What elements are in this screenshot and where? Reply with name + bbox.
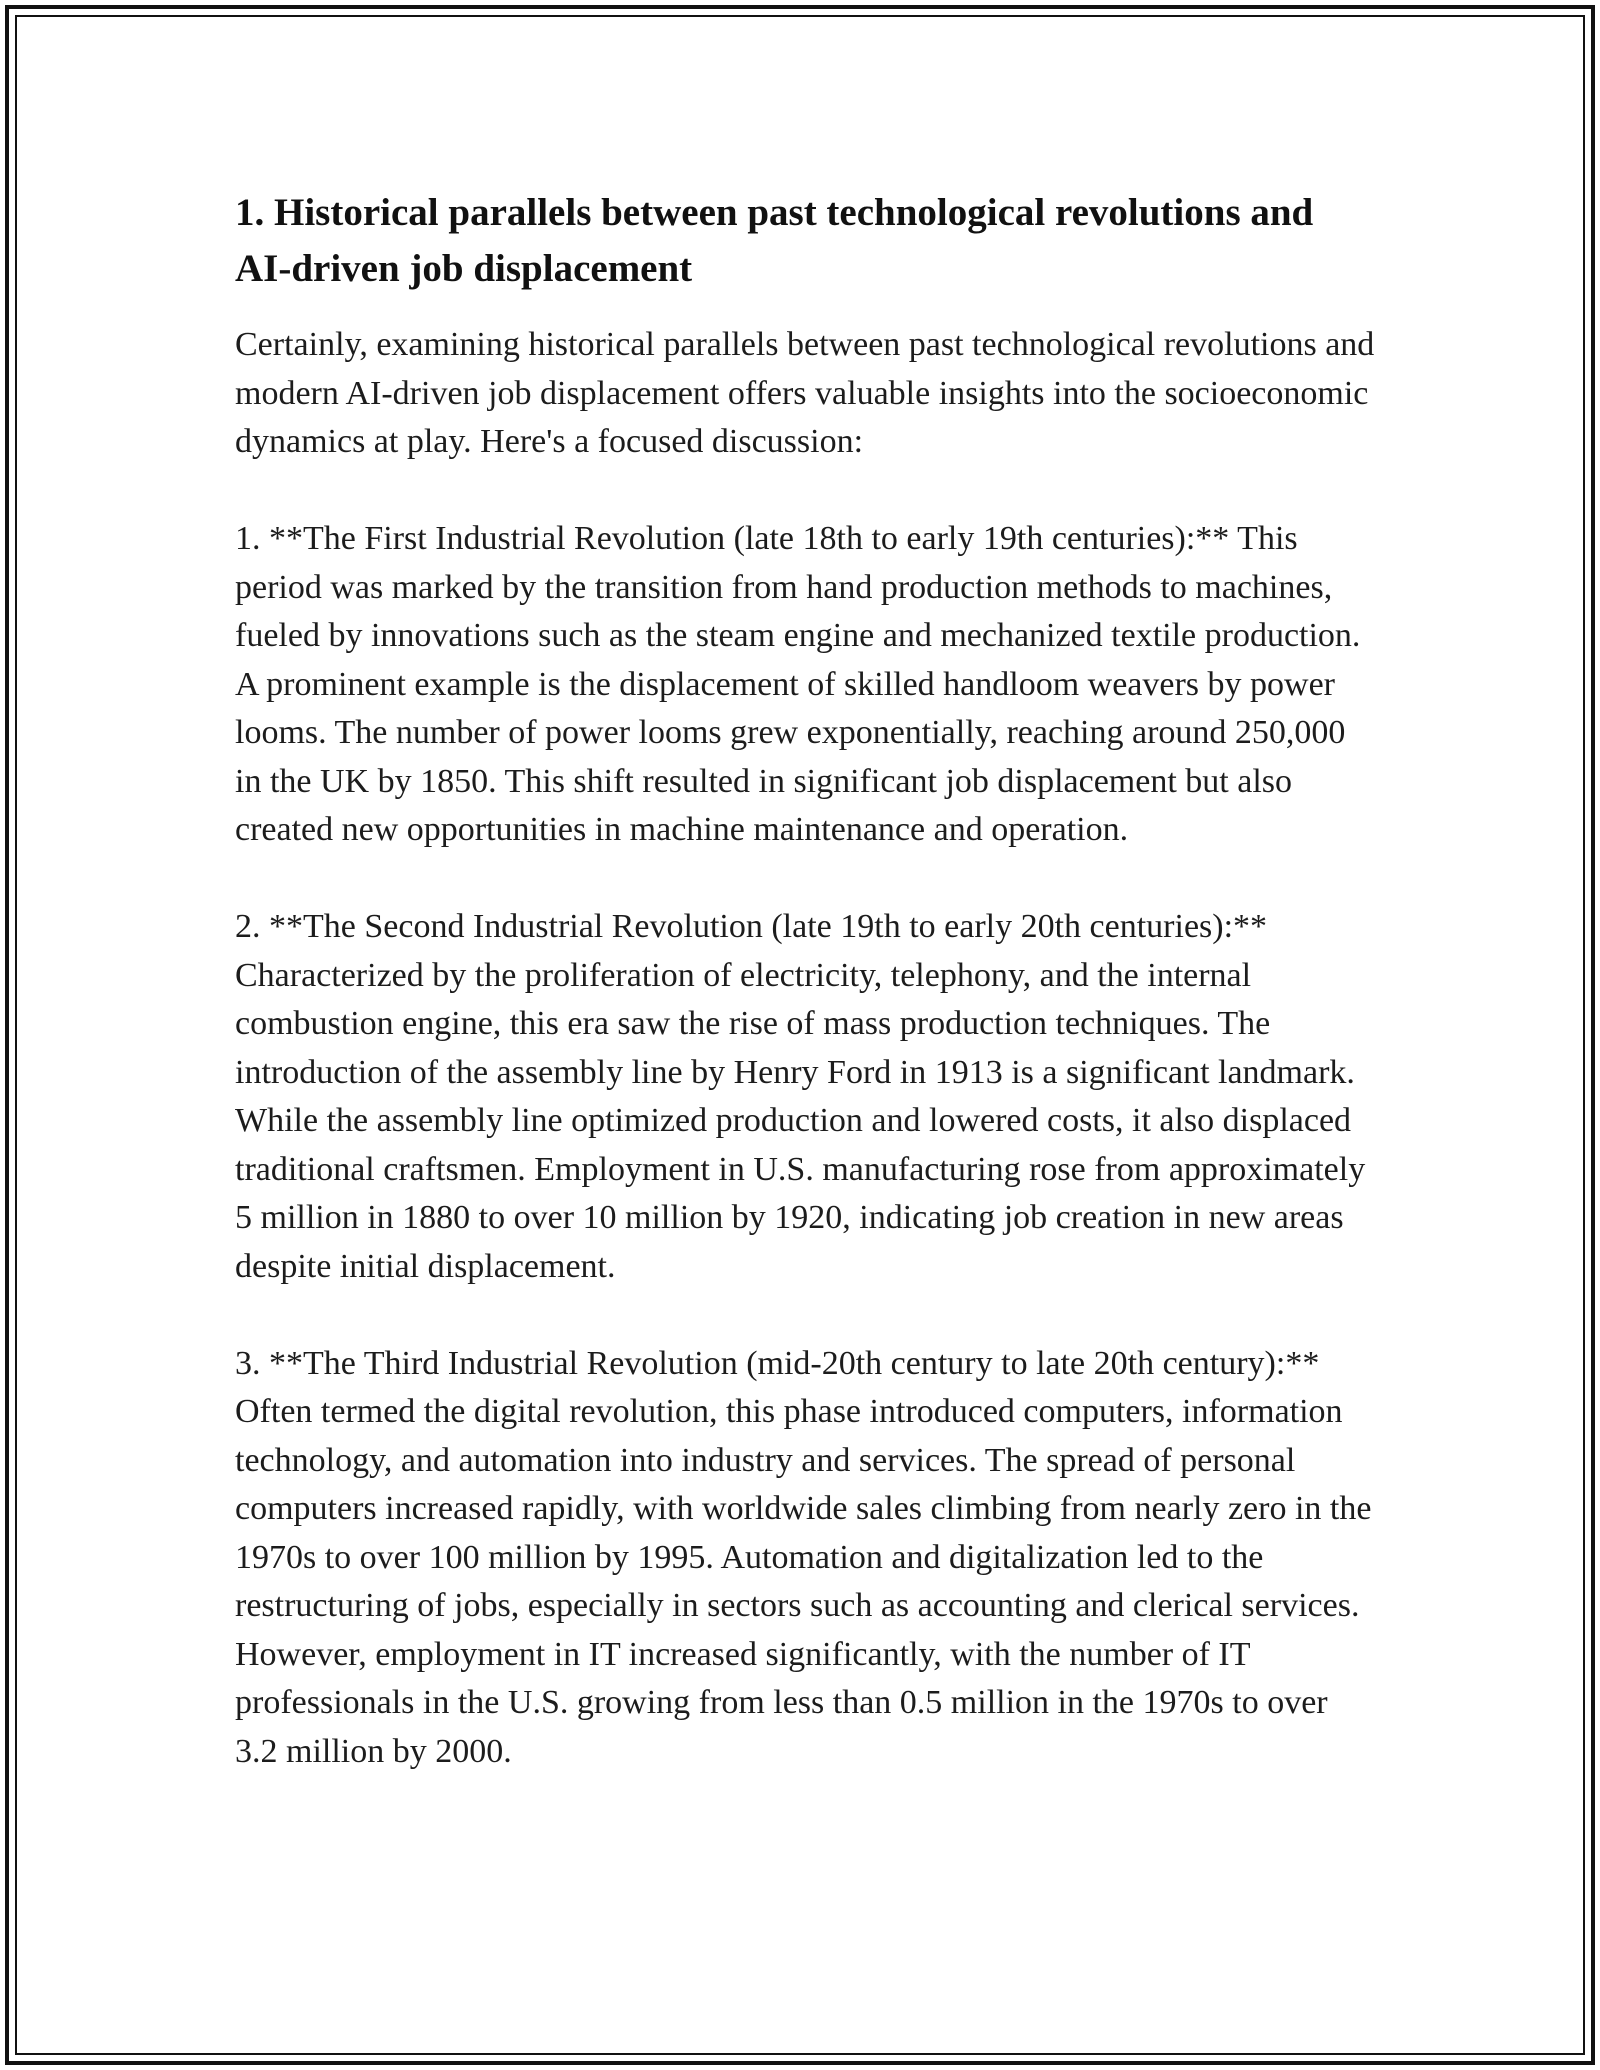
third-industrial-revolution-paragraph: 3. **The Third Industrial Revolution (mid-20th century to late 20th century):** Often termed the digital revolution, this phase introduced computers, information technology, and automation into industry and services. The spread of personal computers increased rapidly, with worldwide sales climbing from nearly zero in the 1970s to over 100 million by 1995. Automation and digitalization led to the restructuring of jobs, especially in sectors such as accounting and clerical services. However, employment in IT increased significantly, with the number of IT professionals in the U.S. growing from less than 0.5 million in the 1970s to over 3.2 million by 2000. bbox=[235, 1344, 1372, 1770]
first-industrial-revolution-paragraph: 1. **The First Industrial Revolution (late 18th to early 19th centuries):** This period was marked by the transition from hand production methods to machines, fueled by innovations such as the steam engine and mechanized textile production. A prominent example is the displacement of skilled handloom weavers by power looms. The number of power looms grew exponentially, reaching around 250,000 in the UK by 1850. This shift resulted in significant job displacement but also created new opportunities in machine maintenance and operation. bbox=[235, 520, 1361, 848]
intro-paragraph: Certainly, examining historical parallels between past technological revolutions and modern AI-driven job displacement offers valuable insights into the socioeconomic dynamics at play. Here's a focused discussion: bbox=[235, 326, 1375, 460]
document-body bbox=[235, 185, 1375, 1825]
section-title: 1. Historical parallels between past technological revolutions and AI-driven job displacement bbox=[235, 191, 1314, 290]
second-industrial-revolution-paragraph: 2. **The Second Industrial Revolution (late 19th to early 20th centuries):** Characterized by the proliferation of electricity, telephony, and the internal combustion engine, this era saw the rise of mass production techniques. The introduction of the assembly line by Henry Ford in 1913 is a significant landmark. While the assembly line optimized production and lowered costs, it also displaced traditional craftsmen. Employment in U.S. manufacturing rose from approximately 5 million in 1880 to over 10 million by 1920, indicating job creation in new areas despite initial displacement. bbox=[235, 908, 1366, 1285]
